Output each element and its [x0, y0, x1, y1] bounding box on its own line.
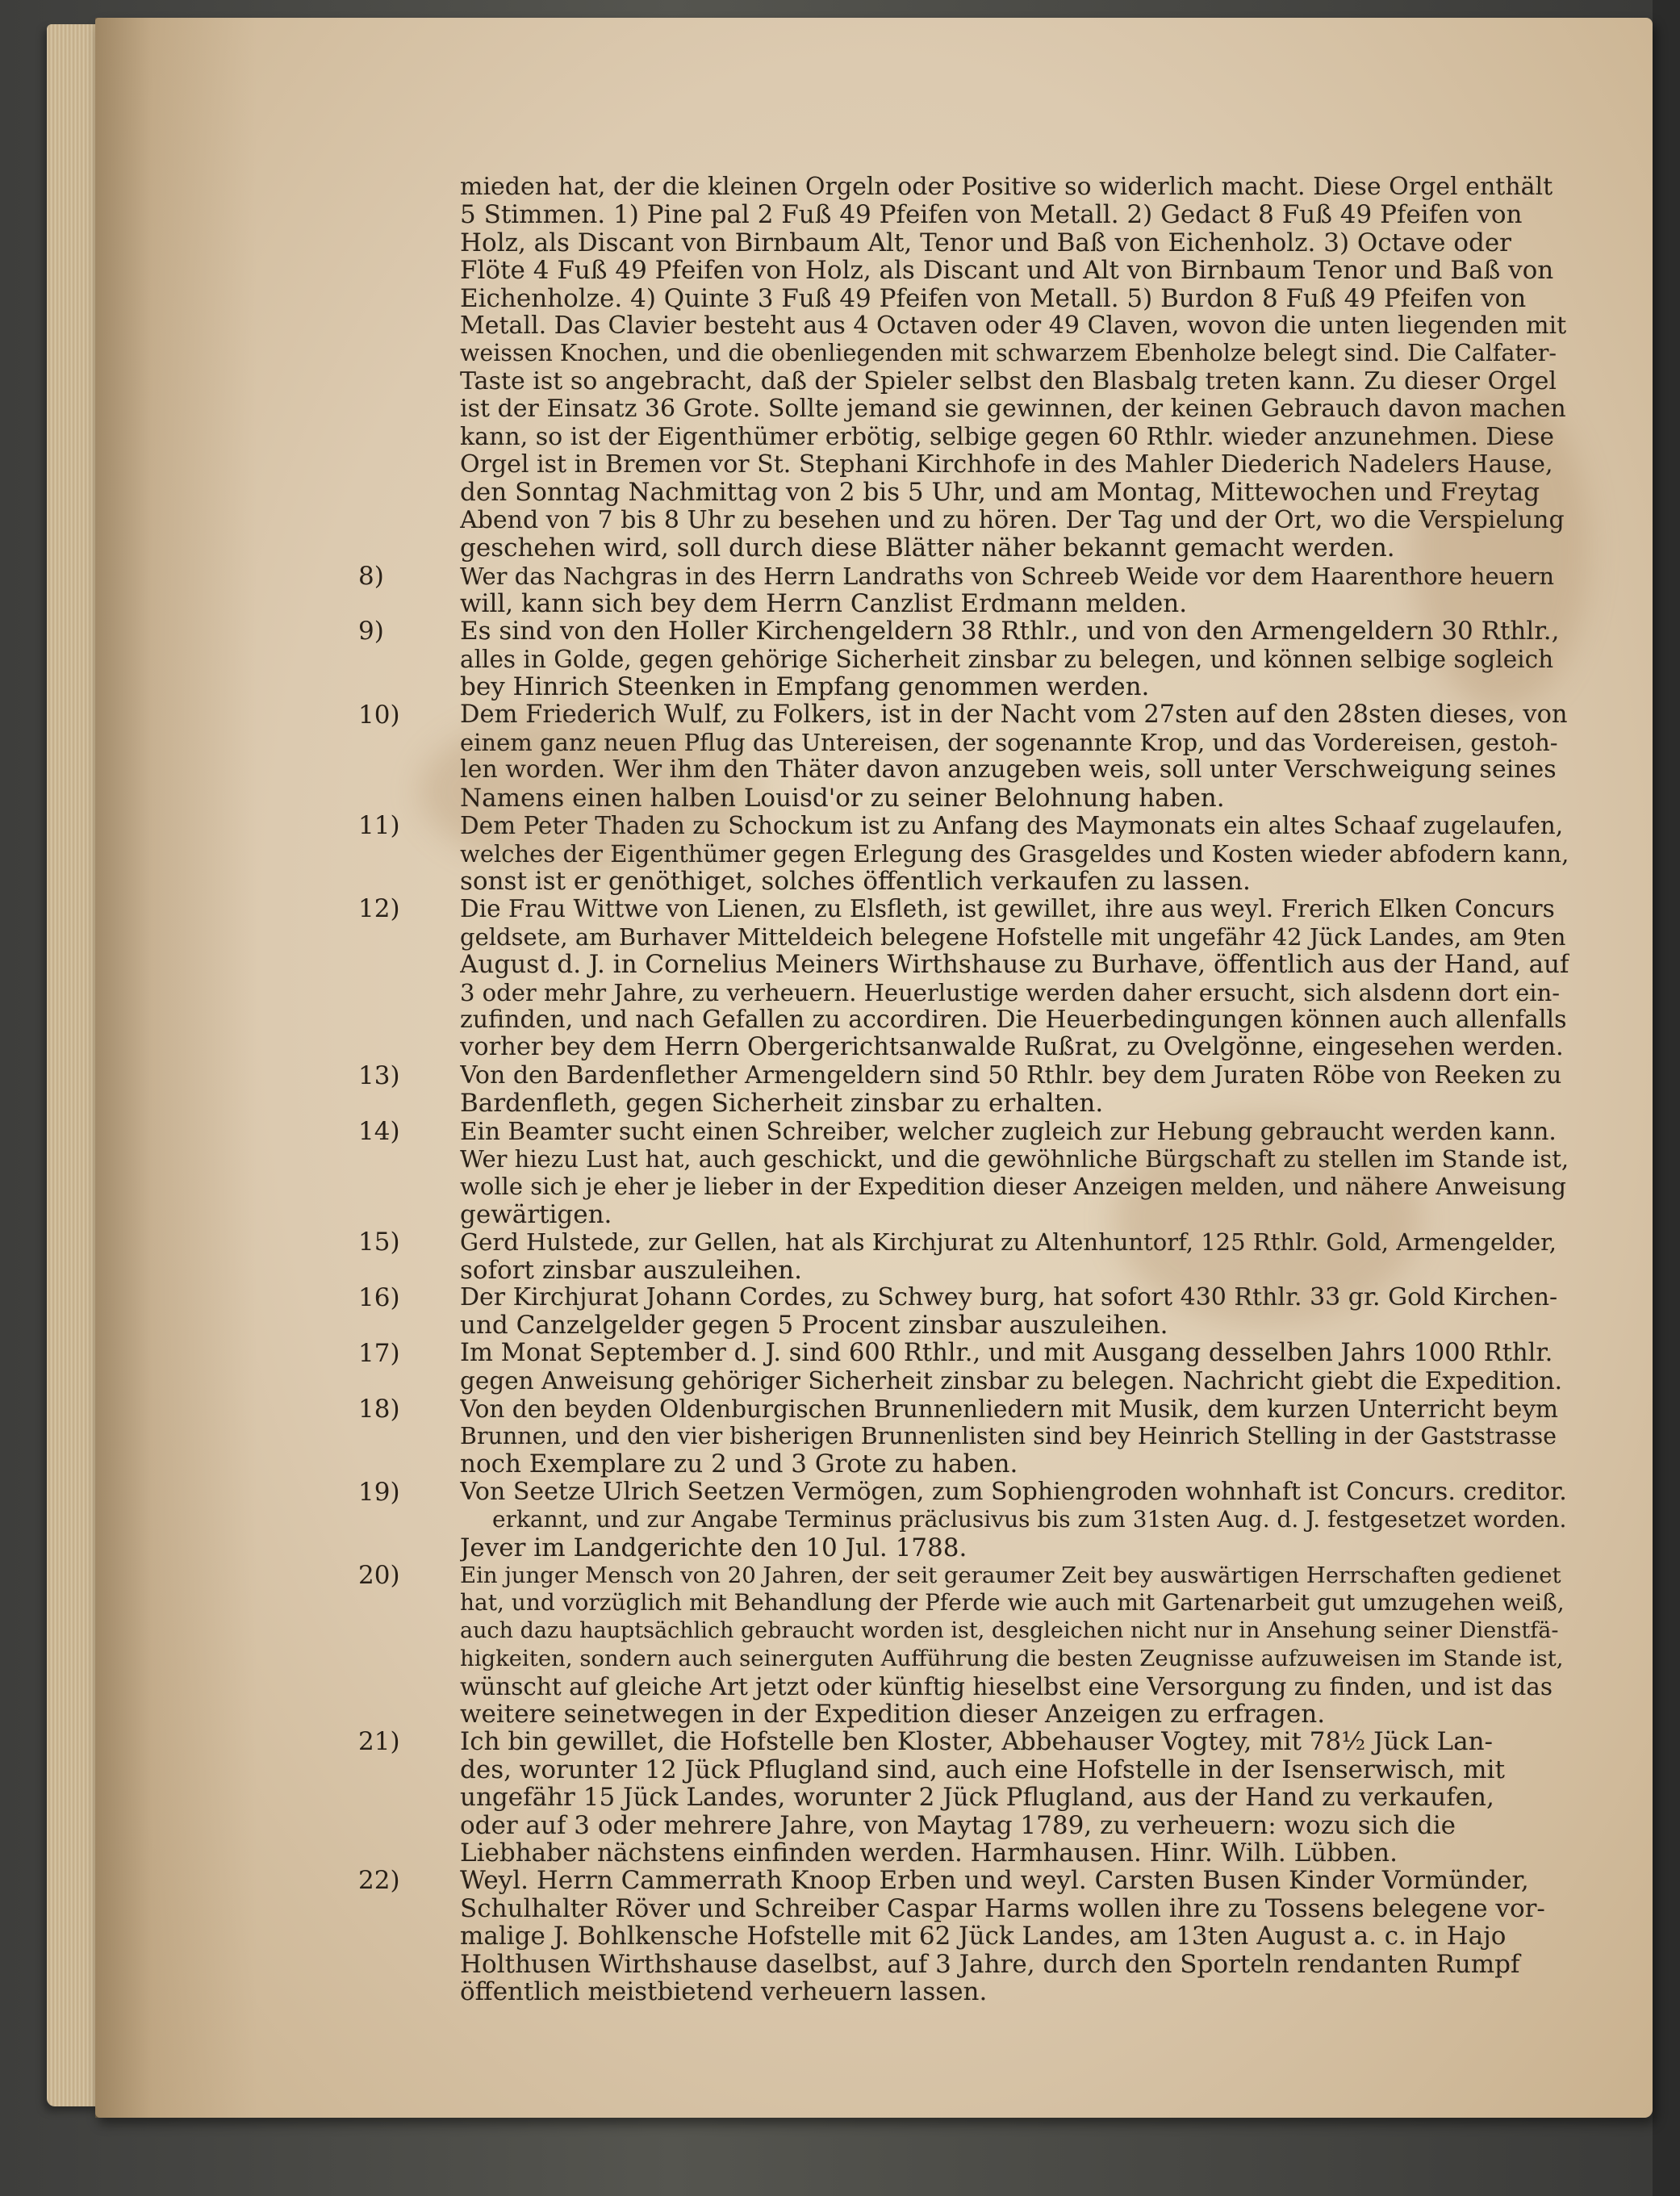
text-line: Brunnen, und den vier bisherigen Brunnenlisten sind bey Heinrich Stelling in der Gaststrasse	[460, 1423, 1557, 1449]
text-line: vorher bey dem Herrn Obergerichtsanwalde Rußrat, zu Ovelgönne, eingesehen werden.	[460, 1033, 1564, 1062]
text-line: Ein Beamter sucht einen Schreiber, welcher zugleich zur Hebung gebraucht werden kann.	[460, 1117, 1557, 1145]
text-line: Liebhaber nächstens einfinden werden. Harmhausen. Hinr. Wilh. Lübben.	[460, 1838, 1398, 1868]
item-number: 18)	[358, 1394, 400, 1424]
item-number: 9)	[358, 617, 384, 646]
text-line: oder auf 3 oder mehrere Jahre, von Maytag 1789, zu verheuern: wozu sich die	[460, 1810, 1456, 1840]
text-line: malige J. Bohlkensche Hofstelle mit 62 Jück Landes, am 13ten August a. c. in Hajo	[460, 1922, 1507, 1951]
text-line: alles in Golde, gegen gehörige Sicherheit zinsbar zu belegen, und können selbige sogleich	[460, 645, 1554, 673]
text-line: Die Frau Wittwe von Lienen, zu Elsfleth, ist gewillet, ihre aus weyl. Frerich Elken Concurs	[460, 895, 1555, 923]
text-line: zufinden, und nach Gefallen zu accordiren. Die Heuerbedingungen können auch allenfalls	[460, 1006, 1567, 1034]
item-number: 10)	[358, 700, 400, 730]
text-line: Bardenfleth, gegen Sicherheit zinsbar zu erhalten.	[460, 1089, 1104, 1119]
text-line: hat, und vorzüglich mit Behandlung der Pferde wie auch mit Gartenarbeit gut umzugehen weiß,	[460, 1589, 1565, 1617]
text-line: Holthusen Wirthshause daselbst, auf 3 Jahre, durch den Sporteln rendanten Rumpf	[460, 1949, 1520, 1979]
text-line: geldsete, am Burhaver Mitteldeich belegene Hofstelle mit ungefähr 42 Jück Landes, am 9ten	[460, 922, 1566, 951]
text-line: 5 Stimmen. 1) Pine pal 2 Fuß 49 Pfeifen von Metall. 2) Gedact 8 Fuß 49 Pfeifen von	[460, 200, 1523, 230]
text-line: Wer das Nachgras in des Herrn Landraths von Schreeb Weide vor dem Haarenthore heuern	[460, 562, 1554, 590]
text-line: Taste ist so angebracht, daß der Spieler selbst den Blasbalg treten kann. Zu dieser Orgel	[460, 366, 1557, 395]
text-line: ungefähr 15 Jück Landes, worunter 2 Jück Pflugland, aus der Hand zu verkaufen,	[460, 1783, 1494, 1813]
text-line: sofort zinsbar auszuleihen.	[460, 1255, 802, 1285]
text-line: bey Hinrich Steenken in Empfang genommen werden.	[460, 672, 1150, 702]
item-number: 20)	[358, 1561, 400, 1590]
text-line: Orgel ist in Bremen vor St. Stephani Kirchhofe in des Mahler Diederich Nadelers Hause,	[460, 450, 1553, 479]
text-line: sonst ist er genöthiget, solches öffentlich verkaufen zu lassen.	[460, 867, 1251, 896]
text-line: auch dazu hauptsächlich gebraucht worden ist, desgleichen nicht nur in Ansehung seiner Dienstfä-	[460, 1617, 1559, 1643]
text-line: Namens einen halben Louisd'or zu seiner Belohnung haben.	[460, 783, 1225, 813]
text-line: higkeiten, sondern auch seinerguten Aufführung die besten Zeugnisse aufzuweisen im Stande ist,	[460, 1646, 1564, 1672]
text-line: ist der Einsatz 36 Grote. Sollte jemand sie gewinnen, der keinen Gebrauch davon machen	[460, 395, 1566, 424]
text-line: und Canzelgelder gegen 5 Procent zinsbar auszuleihen.	[460, 1311, 1168, 1341]
text-line: 3 oder mehr Jahre, zu verheuern. Heuerlustige werden daher ersucht, sich alsdenn dort ein-	[460, 978, 1561, 1006]
text-line: welches der Eigenthümer gegen Erlegung des Grasgeldes und Kosten wieder abfodern kann,	[460, 839, 1569, 868]
item-number: 22)	[358, 1866, 400, 1896]
text-line: gewärtigen.	[460, 1199, 612, 1229]
text-line: Eichenholze. 4) Quinte 3 Fuß 49 Pfeifen von Metall. 5) Burdon 8 Fuß 49 Pfeifen von	[460, 283, 1527, 313]
text-line: will, kann sich bey dem Herrn Canzlist Erdmann melden.	[460, 589, 1188, 618]
text-line: Holz, als Discant von Birnbaum Alt, Tenor und Baß von Eichenholz. 3) Octave oder	[460, 228, 1511, 257]
text-line: wolle sich je eher je lieber in der Expedition dieser Anzeigen melden, und nähere Anweisung	[460, 1173, 1566, 1201]
text-line: öffentlich meistbietend verheuern lassen.	[460, 1977, 988, 2006]
dark-margin	[1653, 0, 1680, 2196]
text-line: geschehen wird, soll durch diese Blätter näher bekannt gemacht werden.	[460, 533, 1395, 563]
item-number: 16)	[358, 1283, 400, 1312]
text-line: Es sind von den Holler Kirchengeldern 38 Rthlr., und von den Armengeldern 30 Rthlr.,	[460, 617, 1560, 646]
text-line: noch Exemplare zu 2 und 3 Grote zu haben.	[460, 1449, 1018, 1479]
text-line: des, worunter 12 Jück Pflugland sind, auch eine Hofstelle in der Isenserwisch, mit	[460, 1755, 1505, 1784]
item-number: 17)	[358, 1338, 400, 1368]
spine-shadow	[95, 18, 257, 2118]
text-line: August d. J. in Cornelius Meiners Wirthshause zu Burhave, öffentlich aus der Hand, auf	[460, 950, 1569, 980]
text-line: len worden. Wer ihm den Thäter davon anzugeben weis, soll unter Verschweigung seines	[460, 755, 1557, 784]
item-number: 14)	[358, 1116, 400, 1146]
text-line: Abend von 7 bis 8 Uhr zu besehen und zu hören. Der Tag und der Ort, wo die Verspielung	[460, 505, 1565, 534]
text-line: Der Kirchjurat Johann Cordes, zu Schwey burg, hat sofort 430 Rthlr. 33 gr. Gold Kirchen-	[460, 1283, 1558, 1311]
text-line: Gerd Hulstede, zur Gellen, hat als Kirchjurat zu Altenhuntorf, 125 Rthlr. Gold, Armengelder,	[460, 1228, 1557, 1257]
text-line: Weyl. Herrn Cammerrath Knoop Erben und weyl. Carsten Busen Kinder Vormünder,	[460, 1866, 1529, 1896]
text-line: mieden hat, der die kleinen Orgeln oder Positive so widerlich macht. Diese Orgel enthält	[460, 173, 1553, 201]
text-line: Von den beyden Oldenburgischen Brunnenliedern mit Musik, dem kurzen Unterricht beym	[460, 1395, 1558, 1423]
text-line: Von Seetze Ulrich Seetzen Vermögen, zum Sophiengroden wohnhaft ist Concurs. creditor.	[460, 1477, 1567, 1506]
text-line: Im Monat September d. J. sind 600 Rthlr., und mit Ausgang desselben Jahrs 1000 Rthlr.	[460, 1338, 1553, 1367]
text-line: einem ganz neuen Pflug das Untereisen, der sogenannte Krop, und das Vordereisen, gestoh-	[460, 729, 1558, 756]
text-line: weissen Knochen, und die obenliegenden mit schwarzem Ebenholze belegt sind. Die Calfater-	[460, 340, 1557, 367]
item-number: 12)	[358, 894, 400, 924]
text-line: Dem Peter Thaden zu Schockum ist zu Anfang des Maymonats ein altes Schaaf zugelaufen,	[460, 812, 1564, 840]
item-number: 19)	[358, 1477, 400, 1507]
text-line: Wer hiezu Lust hat, auch geschickt, und die gewöhnliche Bürgschaft zu stellen im Stande ist,	[460, 1145, 1569, 1173]
text-line: den Sonntag Nachmittag von 2 bis 5 Uhr, und am Montag, Mittewochen und Freytag	[460, 478, 1540, 508]
item-number: 21)	[358, 1727, 400, 1757]
text-line: Metall. Das Clavier besteht aus 4 Octaven oder 49 Claven, wovon die unten liegenden mit	[460, 312, 1567, 340]
text-line: erkannt, und zur Angabe Terminus präclusivus bis zum 31sten Aug. d. J. festgesetzet worden.	[492, 1506, 1567, 1533]
item-number: 8)	[358, 561, 384, 591]
item-number: 15)	[358, 1228, 400, 1257]
text-line: Schulhalter Röver und Schreiber Caspar Harms wollen ihre zu Tossens belegene vor-	[460, 1893, 1545, 1923]
text-line: Von den Bardenflether Armengeldern sind 50 Rthlr. bey dem Juraten Röbe von Reeken zu	[460, 1060, 1562, 1090]
document-text	[358, 161, 1569, 2066]
text-line: Jever im Landgerichte den 10 Jul. 1788.	[460, 1533, 967, 1562]
text-line: Ich bin gewillet, die Hofstelle ben Kloster, Abbehauser Vogtey, mit 78½ Jück Lan-	[460, 1727, 1494, 1757]
item-number: 13)	[358, 1060, 400, 1090]
text-line: wünscht auf gleiche Art jetzt oder künftig hieselbst eine Versorgung zu finden, und ist das	[460, 1672, 1553, 1700]
text-line: Ein junger Mensch von 20 Jahren, der seit geraumer Zeit bey auswärtigen Herrschaften gedienet	[460, 1562, 1561, 1588]
text-line: Flöte 4 Fuß 49 Pfeifen von Holz, als Discant und Alt von Birnbaum Tenor und Baß von	[460, 256, 1554, 286]
text-line: gegen Anweisung gehöriger Sicherheit zinsbar zu belegen. Nachricht giebt die Expedition.	[460, 1367, 1563, 1395]
text-line: Dem Friederich Wulf, zu Folkers, ist in der Nacht vom 27sten auf den 28sten dieses, von	[460, 700, 1568, 729]
text-line: kann, so ist der Eigenthümer erbötig, selbige gegen 60 Rthlr. wieder anzunehmen. Diese	[460, 422, 1554, 451]
item-number: 11)	[358, 811, 400, 841]
text-line: weitere seinetwegen in der Expedition dieser Anzeigen zu erfragen.	[460, 1700, 1326, 1729]
